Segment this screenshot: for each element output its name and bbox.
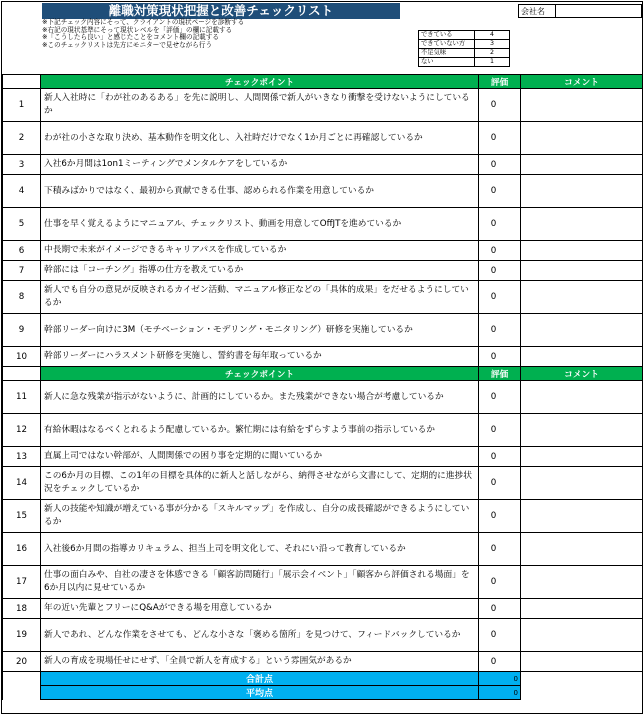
score-cell[interactable]: 0 <box>479 281 521 314</box>
comment-cell[interactable] <box>521 414 643 447</box>
table-row <box>3 467 643 500</box>
row-number: 10 <box>3 347 41 367</box>
checkpoint-text: 仕事を早く覚えるようにマニュアル、チェックリスト、動画を用意してOffJTを進めているか <box>41 208 479 241</box>
checkpoint-text: 有給休暇はなるべくとれるよう配慮しているか。繁忙期には有給をずらすよう事前の指示しているか <box>41 414 479 447</box>
company-name-field[interactable] <box>556 4 642 18</box>
section-header-2 <box>3 367 643 381</box>
legend-value: 1 <box>475 58 510 67</box>
total-value: 0 <box>479 672 521 686</box>
score-cell[interactable]: 0 <box>479 414 521 447</box>
score-cell[interactable]: 0 <box>479 652 521 672</box>
checkpoint-text: この6か月の目標、この1年の目標を具体的に新人と話しながら、納得させながら文書にして、定期的に進捗状況をチェックしているか <box>41 467 479 500</box>
average-value: 0 <box>479 686 521 700</box>
comment-cell[interactable] <box>521 122 643 155</box>
table-row <box>3 619 643 652</box>
score-cell[interactable]: 0 <box>479 381 521 414</box>
checkpoint-text: 新人の育成を現場任せにせず、「全員で新人を育成する」という雰囲気があるか <box>41 652 479 672</box>
comment-cell[interactable] <box>521 599 643 619</box>
instruction-line: ※「こうしたら良い」と感じたことをコメント欄の記載する <box>42 33 219 42</box>
instruction-line: ※このチェックリストは先方にモニターで見せながら行う <box>42 40 213 49</box>
legend-value: 4 <box>475 31 510 40</box>
table-row <box>3 381 643 414</box>
checklist-sheet <box>1 1 643 714</box>
legend-label: ない <box>419 58 475 67</box>
comment-cell[interactable] <box>521 155 643 175</box>
row-number: 17 <box>3 566 41 599</box>
instruction-line: ※下記チェック内容にそって、クライアントの現状ページを診断する <box>42 18 245 26</box>
comment-cell[interactable] <box>521 619 643 652</box>
table-row <box>3 89 643 122</box>
checkpoint-text: 新人であれ、どんな作業をさせても、どんな小さな「褒める箇所」を見つけて、フィードバックしているか <box>41 619 479 652</box>
legend-value: 3 <box>475 40 510 49</box>
table-row <box>3 652 643 672</box>
checkpoint-text: 下積みばかりではなく、最初から貢献できる仕事、認められる作業を用意しているか <box>41 175 479 208</box>
score-cell[interactable]: 0 <box>479 241 521 261</box>
comment-header: コメント <box>521 367 643 381</box>
score-cell[interactable]: 0 <box>479 314 521 347</box>
total-blank-cell <box>521 672 643 686</box>
row-number: 13 <box>3 447 41 467</box>
table-row <box>3 122 643 155</box>
legend-label: できている <box>419 31 475 40</box>
score-cell[interactable]: 0 <box>479 155 521 175</box>
score-cell[interactable]: 0 <box>479 208 521 241</box>
legend-label: できていない方 <box>419 40 475 49</box>
row-number: 18 <box>3 599 41 619</box>
comment-cell[interactable] <box>521 314 643 347</box>
row-number: 2 <box>3 122 41 155</box>
score-cell[interactable]: 0 <box>479 467 521 500</box>
comment-cell[interactable] <box>521 347 643 367</box>
score-cell[interactable]: 0 <box>479 447 521 467</box>
comment-cell[interactable] <box>521 241 643 261</box>
comment-header: コメント <box>521 75 643 89</box>
row-number: 15 <box>3 500 41 533</box>
row-number: 20 <box>3 652 41 672</box>
table-row <box>3 347 643 367</box>
score-header: 評価 <box>479 75 521 89</box>
table-row <box>3 599 643 619</box>
table-row <box>3 414 643 447</box>
checkpoint-text: 仕事の面白みや、自社の凄さを体感できる「顧客訪問随行」「展示会イベント」「顧客から評価される場面」を6か月以内に見せているか <box>41 566 479 599</box>
table-row <box>3 281 643 314</box>
checkpoint-text: 年の近い先輩とフリーにQ&Aができる場を用意しているか <box>41 599 479 619</box>
row-number: 12 <box>3 414 41 447</box>
comment-cell[interactable] <box>521 261 643 281</box>
score-legend <box>418 30 510 67</box>
checkpoint-text: 幹部には「コーチング」指導の仕方を教えているか <box>41 261 479 281</box>
score-cell[interactable]: 0 <box>479 89 521 122</box>
average-row <box>3 686 643 700</box>
sheet-title: 離職対策現状把握と改善チェックリスト <box>42 3 400 19</box>
checkpoint-header: チェックポイント <box>41 367 479 381</box>
row-number: 5 <box>3 208 41 241</box>
instruction-line: ※右記の現状基準にそって現状レベルを「評価」の欄に記載する <box>42 25 233 34</box>
row-number: 16 <box>3 533 41 566</box>
average-blank-cell <box>3 686 41 700</box>
comment-cell[interactable] <box>521 467 643 500</box>
checkpoint-text: 新人の技能や知識が増えている事が分かる「スキルマップ」を作成し、自分の成長確認ができるようにしているか <box>41 500 479 533</box>
score-cell[interactable]: 0 <box>479 566 521 599</box>
header-blank-cell <box>3 75 41 89</box>
row-number: 4 <box>3 175 41 208</box>
table-row <box>3 208 643 241</box>
row-number: 8 <box>3 281 41 314</box>
comment-cell[interactable] <box>521 208 643 241</box>
score-cell[interactable]: 0 <box>479 347 521 367</box>
comment-cell[interactable] <box>521 566 643 599</box>
checkpoint-text: わが社の小さな取り決め、基本動作を明文化し、入社時だけでなく1か月ごとに再確認しているか <box>41 122 479 155</box>
score-cell[interactable]: 0 <box>479 500 521 533</box>
row-number: 7 <box>3 261 41 281</box>
comment-cell[interactable] <box>521 533 643 566</box>
comment-cell[interactable] <box>521 447 643 467</box>
header-blank-cell <box>3 367 41 381</box>
row-number: 9 <box>3 314 41 347</box>
score-cell[interactable]: 0 <box>479 599 521 619</box>
comment-cell[interactable] <box>521 381 643 414</box>
section-header-1 <box>3 75 643 89</box>
checkpoint-text: 新人に急な残業が指示がないように、計画的にしているか。また残業ができない場合が考慮しているか <box>41 381 479 414</box>
legend-label: 不足気味 <box>419 49 475 58</box>
checkpoint-text: 新人でも自分の意見が反映されるカイゼン活動、マニュアル修正などの「具体的成果」をだせるようにしているか <box>41 281 479 314</box>
checkpoint-text: 幹部リーダーにハラスメント研修を実施し、誓約書を毎年取っているか <box>41 347 479 367</box>
checkpoint-header: チェックポイント <box>41 75 479 89</box>
legend-value: 2 <box>475 49 510 58</box>
table-row <box>3 175 643 208</box>
row-number: 11 <box>3 381 41 414</box>
row-number: 3 <box>3 155 41 175</box>
comment-cell[interactable] <box>521 652 643 672</box>
comment-cell[interactable] <box>521 500 643 533</box>
score-cell[interactable]: 0 <box>479 261 521 281</box>
total-label: 合計点 <box>41 672 479 686</box>
table-row <box>3 566 643 599</box>
checkpoint-text: 直属上司ではない幹部が、人間関係での困り事を定期的に聞いているか <box>41 447 479 467</box>
average-label: 平均点 <box>41 686 479 700</box>
table-row <box>3 500 643 533</box>
comment-cell[interactable] <box>521 89 643 122</box>
row-number: 1 <box>3 89 41 122</box>
comment-cell[interactable] <box>521 175 643 208</box>
score-cell[interactable]: 0 <box>479 619 521 652</box>
score-cell[interactable]: 0 <box>479 122 521 155</box>
table-row <box>3 314 643 347</box>
comment-cell[interactable] <box>521 281 643 314</box>
average-blank-cell <box>521 686 643 700</box>
row-number: 19 <box>3 619 41 652</box>
table-row <box>3 155 643 175</box>
score-cell[interactable]: 0 <box>479 175 521 208</box>
company-name-label: 会社名 <box>518 4 556 18</box>
checkpoint-text: 入社後6か月間の指導カリキュラム、担当上司を明文化して、それにい沿って教育しているか <box>41 533 479 566</box>
row-number: 6 <box>3 241 41 261</box>
total-row <box>3 672 643 686</box>
table-row <box>3 261 643 281</box>
table-row <box>3 533 643 566</box>
total-blank-cell <box>3 672 41 686</box>
table-row <box>3 241 643 261</box>
instructions <box>42 19 402 49</box>
checkpoint-text: 入社6か月間は1on1ミーティングでメンタルケアをしているか <box>41 155 479 175</box>
row-number: 14 <box>3 467 41 500</box>
checkpoint-text: 新人入社時に「わが社のあるある」を先に説明し、人間関係で新人がいきなり衝撃を受けないようにしているか <box>41 89 479 122</box>
checklist-table <box>2 74 643 700</box>
score-header: 評価 <box>479 367 521 381</box>
score-cell[interactable]: 0 <box>479 533 521 566</box>
table-row <box>3 447 643 467</box>
checkpoint-text: 中長期で未来がイメージできるキャリアパスを作成しているか <box>41 241 479 261</box>
checkpoint-text: 幹部リーダー向けに3M（モチベーション・モデリング・モニタリング）研修を実施しているか <box>41 314 479 347</box>
